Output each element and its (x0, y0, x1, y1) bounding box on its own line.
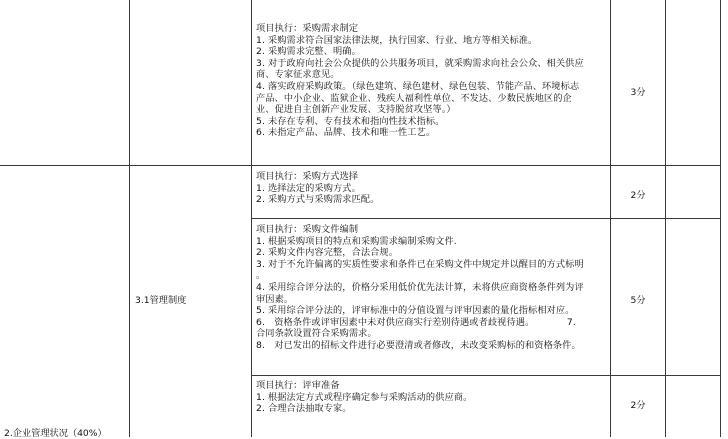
grid-line (251, 218, 721, 219)
criteria-line: 商、专家征求意见。 (256, 69, 340, 81)
criteria-line: 业、促进自主创新产业发展、支持脱贫攻坚等。） (256, 104, 456, 116)
criteria-line: 1. 根据法定方式或程序确定参与采购活动的供应商。 (256, 391, 473, 403)
grid-line (0, 165, 721, 166)
criteria-heading: 项目执行：评审准备 (256, 380, 340, 391)
criteria-cell-review-preparation (252, 380, 610, 415)
criteria-line: 2. 合理合法抽取专家。 (256, 403, 352, 415)
score-cell: 2分 (630, 400, 646, 411)
score-cell: 5分 (630, 295, 646, 306)
criteria-line: 4. 采用综合评分法的，价格分采用低价优先法计算，未将供应商资格条件列为评 (256, 281, 584, 293)
subcategory-label: 3.1管理制度 (135, 295, 187, 306)
category-label: 2.企业管理状况（40%） (4, 428, 107, 439)
criteria-line: 2. 采购文件内容完整，合法合规。 (256, 247, 399, 259)
criteria-line: 合同条款设置符合采购需求。 (256, 328, 377, 340)
criteria-line: 6. 未指定产品、品牌、技术和唯一性工艺。 (256, 127, 436, 139)
criteria-line: 1. 根据采购项目的特点和采购需求编制采购文件. (256, 235, 457, 247)
grid-line (251, 375, 721, 376)
criteria-cell-procurement-method (252, 171, 610, 206)
score-cell: 2分 (630, 190, 646, 201)
criteria-line: 8. 对已发出的招标文件进行必要澄清或者修改，未改变采购标的和资格条件。 (256, 339, 581, 351)
criteria-cell-procurement-requirements (252, 23, 610, 139)
criteria-line: 5. 采用综合评分法的，评审标准中的分值设置与评审因素的量化指标相对应。 (256, 305, 575, 317)
criteria-line: 6. 资格条件或评审因素中未对供应商实行差别待遇或者歧视待遇。 7. (256, 316, 576, 328)
criteria-line: 5. 未存在专利、专有技术和指向性技术指标。 (256, 115, 445, 127)
score-cell: 3分 (630, 87, 646, 98)
criteria-line: 4. 落实政府采购政策。（绿色建筑、绿色建材、绿色包装、节能产品、环境标志 (256, 80, 580, 92)
criteria-heading: 项目执行：采购文件编制 (256, 224, 359, 235)
criteria-heading: 项目执行：采购方式选择 (256, 171, 359, 182)
criteria-line: 3. 对于不允许偏离的实质性要求和条件已在采购文件中规定并以醒目的方式标明 (256, 258, 584, 270)
grid-line (129, 0, 130, 437)
criteria-line: 审因素。 (256, 293, 294, 305)
criteria-heading: 项目执行：采购需求制定 (256, 23, 359, 34)
criteria-line: 产品、中小企业、监狱企业、残疾人福利性单位、不发达、少数民族地区的企 (256, 92, 572, 104)
criteria-line: 2. 采购需求完整、明确。 (256, 46, 361, 58)
criteria-cell-procurement-documents (252, 224, 610, 352)
criteria-line: 2. 采购方式与采购需求匹配。 (256, 194, 380, 206)
criteria-line: 1. 采购需求符合国家法律法规，执行国家、行业、地方等相关标准。 (256, 34, 538, 46)
criteria-line: 。 (256, 270, 266, 282)
criteria-line: 1. 选择法定的采购方式。 (256, 182, 361, 194)
criteria-line: 3. 对于政府向社会公众提供的公共服务项目，就采购需求向社会公众、相关供应 (256, 57, 584, 69)
